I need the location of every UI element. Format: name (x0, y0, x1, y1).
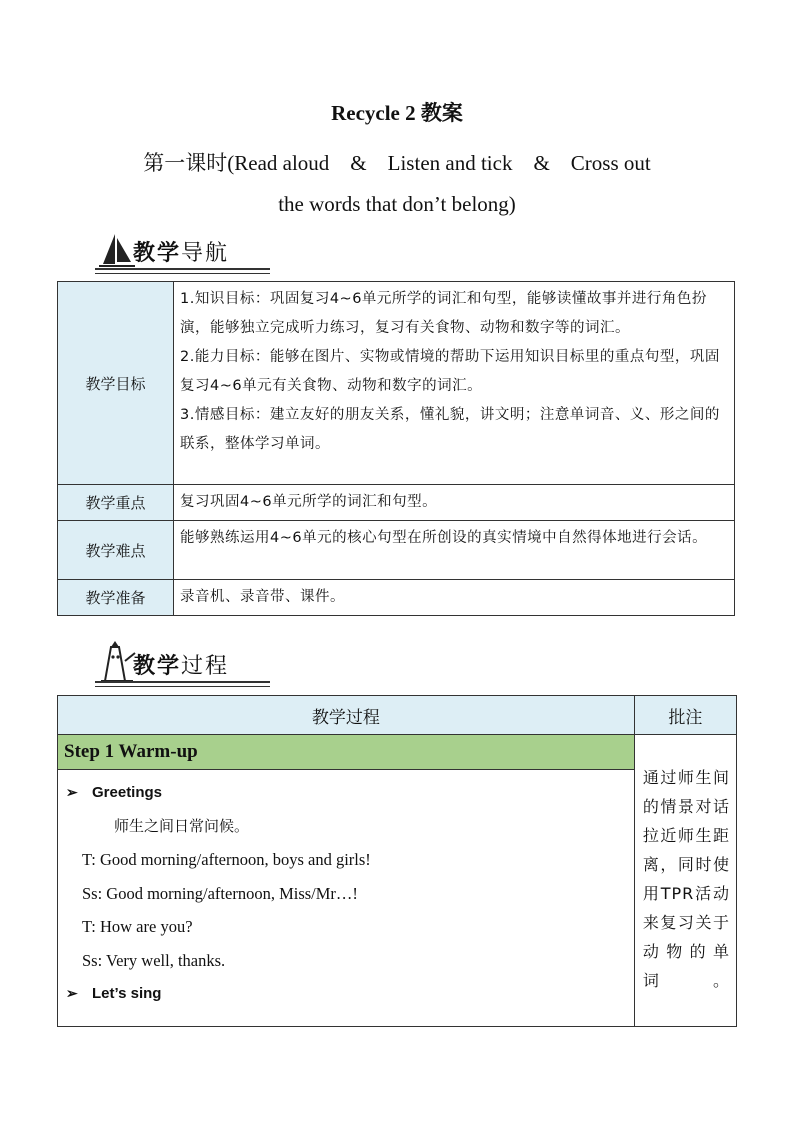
step-body (58, 770, 635, 1027)
table-row (58, 485, 735, 521)
list-item: ➢ Greetings (66, 776, 628, 810)
row-label: 教学重点 (58, 485, 174, 521)
row-label: 教学准备 (58, 580, 174, 616)
section-underline (95, 268, 270, 274)
row-content: 复习巩固4~6单元所学的词汇和句型。 (174, 485, 735, 521)
row-label: 教学难点 (58, 521, 174, 580)
table-row (58, 580, 735, 616)
row-label: 教学目标 (58, 282, 174, 485)
table-row (58, 521, 735, 580)
greeting-description: 师生之间日常问候。 (114, 816, 250, 835)
row-content: 能够熟练运用4~6单元的核心句型在所创设的真实情境中自然得体地进行会话。 (174, 521, 735, 580)
dialog-line: Ss: Good morning/afternoon, Miss/Mr…! (82, 883, 358, 903)
dialog-line: Ss: Very well, thanks. (82, 950, 226, 970)
row-content: 1.知识目标：巩固复习4~6单元所学的词汇和句型，能够读懂故事并进行角色扮演，能够独立完成听力练习，复习有关食物、动物和数字等的词汇。 2.能力目标：能够在图片、实物或情境的帮助下运用知识目标里的重点句型，巩固复习4~6单元有关食物、动物和数字的词汇。 3.情感目标：建立友好的朋友关系，懂礼貌，讲文明；注意单词音、义、形之间的联系，整体学习单词。 (174, 282, 735, 485)
lesson-subtitle-line1: 第一课时(Read aloud & Listen and tick & Cross out (143, 151, 651, 175)
page-title: Recycle 2 教案 (331, 101, 463, 125)
arrow-bullet-icon: ➢ (66, 985, 78, 1001)
section-underline (95, 681, 270, 687)
arrow-bullet-icon: ➢ (66, 784, 78, 800)
step-title: Step 1 Warm-up (58, 735, 635, 770)
section-header-navigation (95, 232, 285, 276)
row-content: 录音机、录音带、课件。 (174, 580, 735, 616)
lesson-subtitle-line2: the words that don’t belong) (278, 192, 516, 216)
section-header-process (95, 645, 285, 689)
note-cell: 通过师生间的情景对话拉近师生距离，同时使用TPR活动来复习关于动物的单词。 (634, 735, 736, 1027)
dialog-line: T: Good morning/afternoon, boys and girls! (82, 850, 371, 869)
sailboat-icon (97, 232, 137, 270)
table-header-row (58, 696, 737, 735)
column-header-note: 批注 (634, 696, 736, 735)
list-item: ➢ Let’s sing (66, 977, 628, 1011)
column-header-process: 教学过程 (58, 696, 635, 735)
section-label: 教学过程 (133, 654, 230, 679)
dialog-line: T: How are you? (82, 917, 193, 936)
table-row (58, 282, 735, 485)
process-table (57, 695, 737, 1027)
section-label: 教学导航 (133, 241, 230, 266)
pencil-character-icon (97, 641, 137, 683)
overview-table (57, 281, 735, 616)
table-row (58, 735, 737, 770)
